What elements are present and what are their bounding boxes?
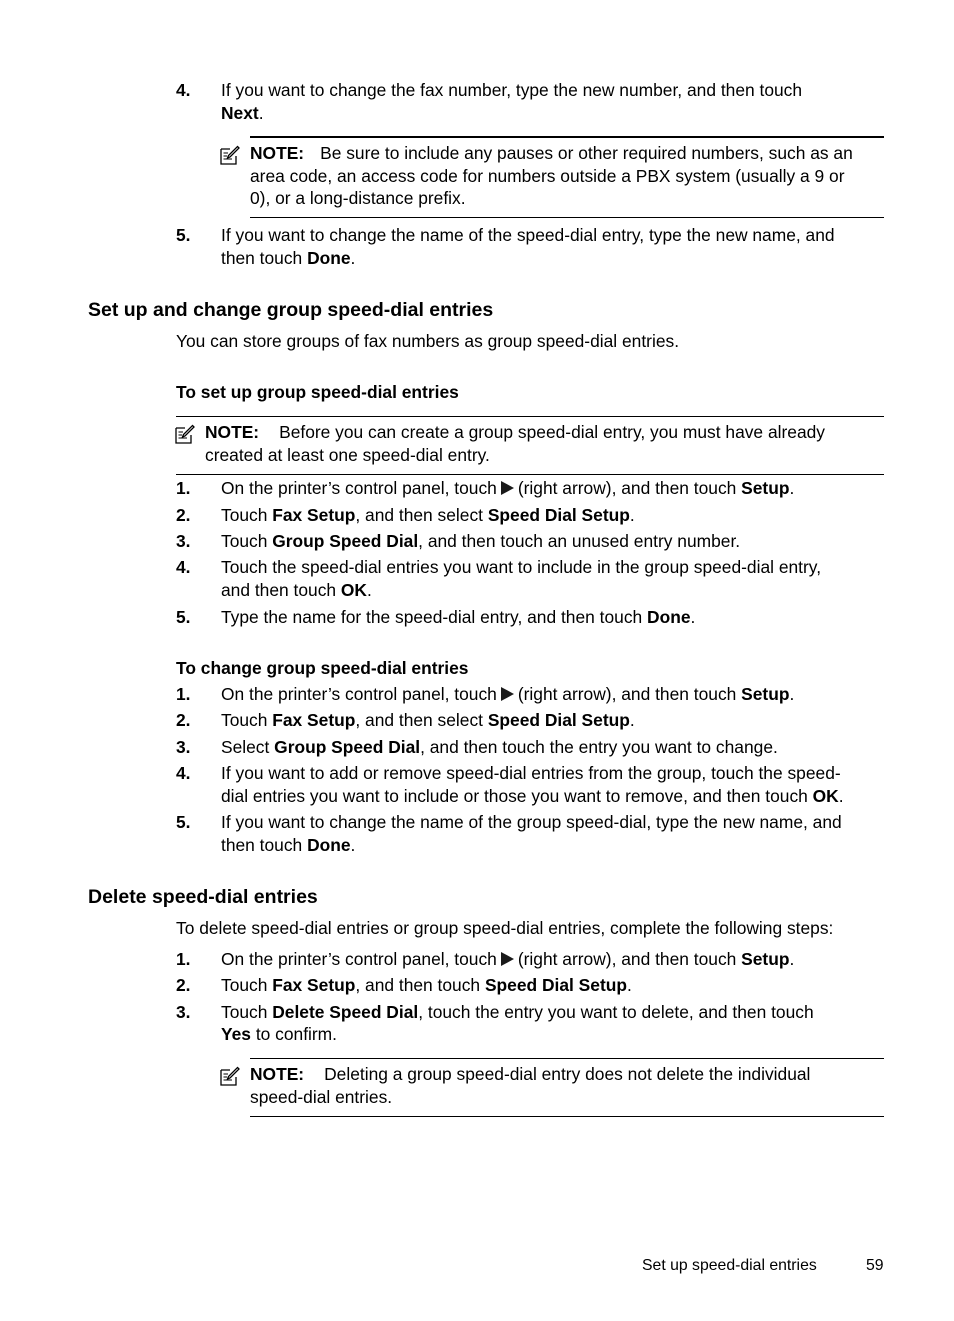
step-number: 3.: [176, 531, 191, 551]
note-text: area code, an access code for numbers outside a PBX system (usually a 9 or: [250, 166, 845, 186]
step-text: Touch Delete Speed Dial, touch the entry you want to delete, and then touch: [221, 1002, 814, 1022]
step-text: If you want to change the fax number, type the new number, and then touch: [221, 80, 803, 100]
step-text: Touch Group Speed Dial, and then touch an unused entry number.: [221, 531, 741, 551]
step-text: If you want to add or remove speed-dial entries from the group, touch the speed-: [221, 763, 841, 783]
subsection-heading: To change group speed-dial entries: [176, 658, 469, 678]
step-text: Type the name for the speed-dial entry, and then touch Done.: [221, 607, 696, 627]
step-text: and then touch OK.: [221, 580, 372, 600]
note-top-rule: [250, 136, 884, 138]
step-text: Touch Fax Setup, and then select Speed Dial Setup.: [221, 505, 635, 525]
footer-page-number: 59: [866, 1257, 884, 1274]
step-number: 1.: [176, 949, 191, 969]
step-number: 1.: [176, 684, 191, 704]
step-number: 1.: [176, 478, 191, 498]
section-heading: Set up and change group speed-dial entries: [88, 299, 494, 321]
step-text: then touch Done.: [221, 248, 356, 268]
note-bottom-rule: [250, 1116, 884, 1117]
step-text: dial entries you want to include or those you want to remove, and then touch OK.: [221, 786, 844, 806]
note-label: NOTE:: [250, 1064, 305, 1084]
note-label: NOTE:: [250, 143, 305, 163]
note-text: 0), or a long-distance prefix.: [250, 188, 466, 208]
step-number: 3.: [176, 737, 191, 757]
note-text: created at least one speed-dial entry.: [205, 445, 490, 465]
step-text: Touch Fax Setup, and then select Speed Dial Setup.: [221, 710, 635, 730]
section-heading: Delete speed-dial entries: [88, 886, 318, 908]
note-pencil-icon: [175, 424, 195, 444]
step-text: If you want to change the name of the speed-dial entry, type the new name, and: [221, 225, 835, 245]
note-label: NOTE:: [205, 422, 260, 442]
step-text: On the printer’s control panel, touch (right arrow), and then touch Setup.: [221, 949, 795, 969]
section-intro: To delete speed-dial entries or group speed-dial entries, complete the following steps:: [176, 918, 834, 938]
note-pencil-icon: [220, 1066, 240, 1086]
step-number: 2.: [176, 710, 191, 730]
note-pencil-icon: [220, 145, 240, 165]
step-text: then touch Done.: [221, 835, 356, 855]
note-text: NOTE: Be sure to include any pauses or other required numbers, such as an: [250, 143, 853, 163]
step-number: 2.: [176, 975, 191, 995]
step-text: On the printer’s control panel, touch (right arrow), and then touch Setup.: [221, 478, 795, 498]
step-text: Yes to confirm.: [221, 1024, 337, 1044]
note-top-rule: [250, 1058, 884, 1059]
step-number: 4.: [176, 557, 191, 577]
section-intro: You can store groups of fax numbers as group speed-dial entries.: [176, 331, 680, 351]
right-arrow-icon: [499, 686, 515, 702]
right-arrow-icon: [499, 480, 515, 496]
step-text: Next.: [221, 103, 264, 123]
right-arrow-icon: [499, 951, 515, 967]
step-text: Touch Fax Setup, and then touch Speed Dial Setup.: [221, 975, 632, 995]
note-text: speed-dial entries.: [250, 1087, 393, 1107]
step-text: Select Group Speed Dial, and then touch the entry you want to change.: [221, 737, 778, 757]
step-number: 5.: [176, 225, 191, 245]
note-text: NOTE: Before you can create a group speed-dial entry, you must have already: [205, 422, 825, 442]
subsection-heading: To set up group speed-dial entries: [176, 382, 459, 402]
step-text: Touch the speed-dial entries you want to include in the group speed-dial entry,: [221, 557, 822, 577]
note-text: NOTE: Deleting a group speed-dial entry does not delete the individual: [250, 1064, 811, 1084]
ui-term: Next: [221, 103, 259, 123]
step-number: 4.: [176, 763, 191, 783]
note-top-rule: [176, 416, 884, 417]
note-bottom-rule: [176, 474, 884, 475]
step-text: If you want to change the name of the group speed-dial, type the new name, and: [221, 812, 842, 832]
footer-section-title: Set up speed-dial entries: [642, 1257, 817, 1274]
step-text: On the printer’s control panel, touch (right arrow), and then touch Setup.: [221, 684, 795, 704]
step-number: 2.: [176, 505, 191, 525]
step-number: 5.: [176, 607, 191, 627]
step-number: 3.: [176, 1002, 191, 1022]
note-bottom-rule: [250, 217, 884, 218]
step-number: 5.: [176, 812, 191, 832]
step-number: 4.: [176, 80, 191, 100]
